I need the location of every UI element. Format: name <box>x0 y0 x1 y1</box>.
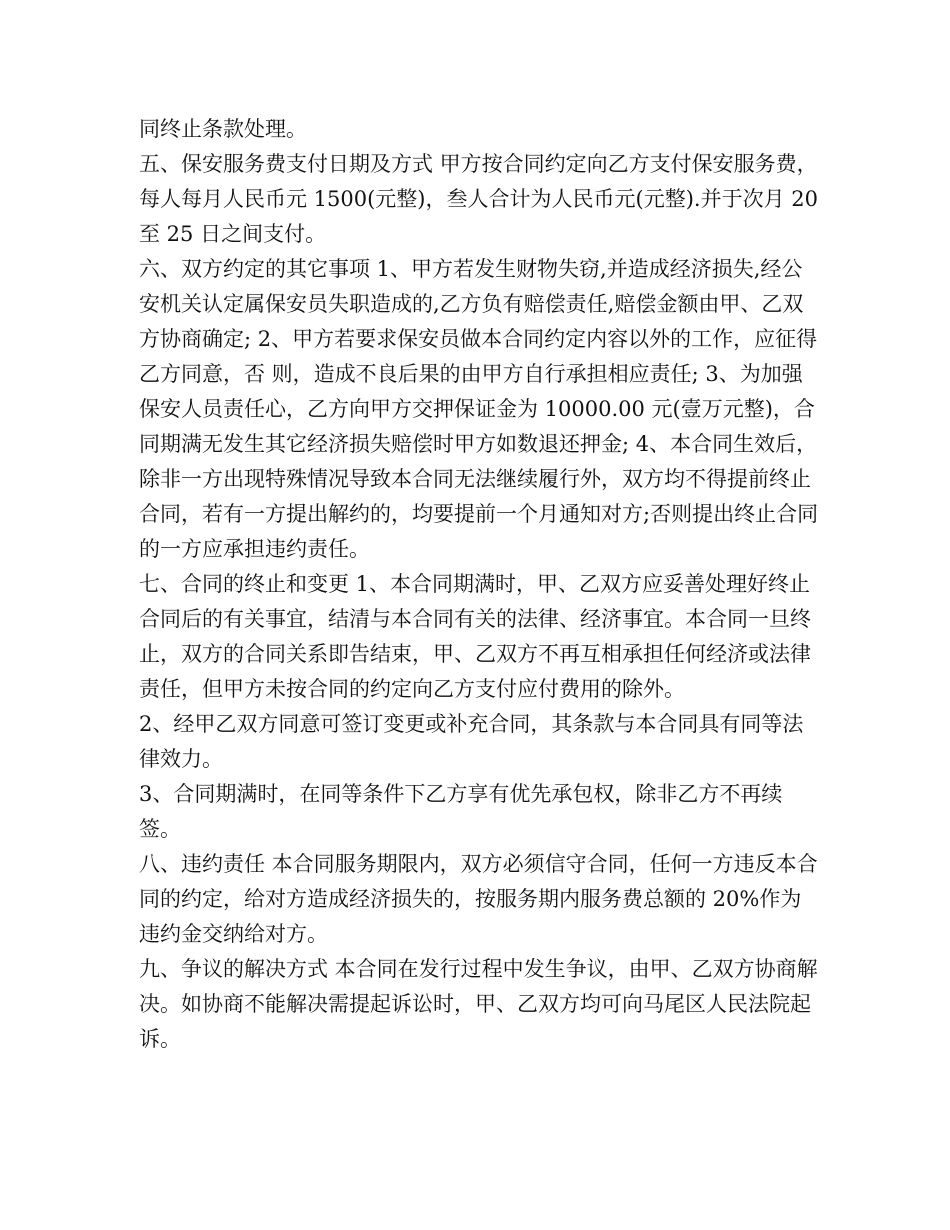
paragraph-section-7-termination-change: 七、合同的终止和变更 1、本合同期满时，甲、乙双方应妥善处理好终止合同后的有关事宜，结清与本合同有关的法律、经济事宜。本合同一旦终止，双方的合同关系即告结束，甲、乙双方不再互相承担任何经济或法律责任，但甲方未按合同的约定向乙方支付应付费用的除外。 <box>139 572 811 701</box>
paragraph-section-6-other-matters: 六、双方约定的其它事项 1、甲方若发生财物失窃,并造成经济损失,经公安机关认定属保安员失职造成的,乙方负有赔偿责任,赔偿金额由甲、乙双方协商确定; 2、甲方若要求保安员做本合同约定内容以外的工作，应征得乙方同意，否 则，造成不良后果的由甲方自行承担相应责任; 3、为加强保安人员责任心，乙方向甲方交押保证金为 10000.00 元(壹万元整)，合同期满无发生其它经济损失赔偿时甲方如数退还押金; 4、本合同生效后，除非一方出现特殊情况导致本合同无法继续履行外，双方均不得提前终止合同，若有一方提出解约的，均要提前一个月通知对方;否则提出终止合同的一方应承担违约责任。 <box>139 257 819 561</box>
contract-body <box>139 112 825 1057</box>
paragraph-section-9-dispute: 九、争议的解决方式 本合同在发行过程中发生争议，由甲、乙双方协商解决。如协商不能解决需提起诉讼时，甲、乙双方均可向马尾区人民法院起诉。 <box>139 957 818 1051</box>
paragraph-termination-clause-tail: 同终止条款处理。 <box>139 117 307 141</box>
paragraph-section-8-breach: 八、违约责任 本合同服务期限内，双方必须信守合同，任何一方违反本合同的约定，给对方造成经济损失的，按服务期内服务费总额的 20%作为违约金交纳给对方。 <box>139 852 818 946</box>
paragraph-section-7-item-2: 2、经甲乙双方同意可签订变更或补充合同，其条款与本合同具有同等法律效力。 <box>139 712 804 771</box>
paragraph-section-5-payment: 五、保安服务费支付日期及方式 甲方按合同约定向乙方支付保安服务费，每人每月人民币元 1500(元整)，叁人合计为人民币元(元整).并于次月 20 至 25 日之间支付。 <box>139 152 825 246</box>
paragraph-section-7-item-3: 3、合同期满时，在同等条件下乙方享有优先承包权，除非乙方不再续签。 <box>139 782 783 841</box>
